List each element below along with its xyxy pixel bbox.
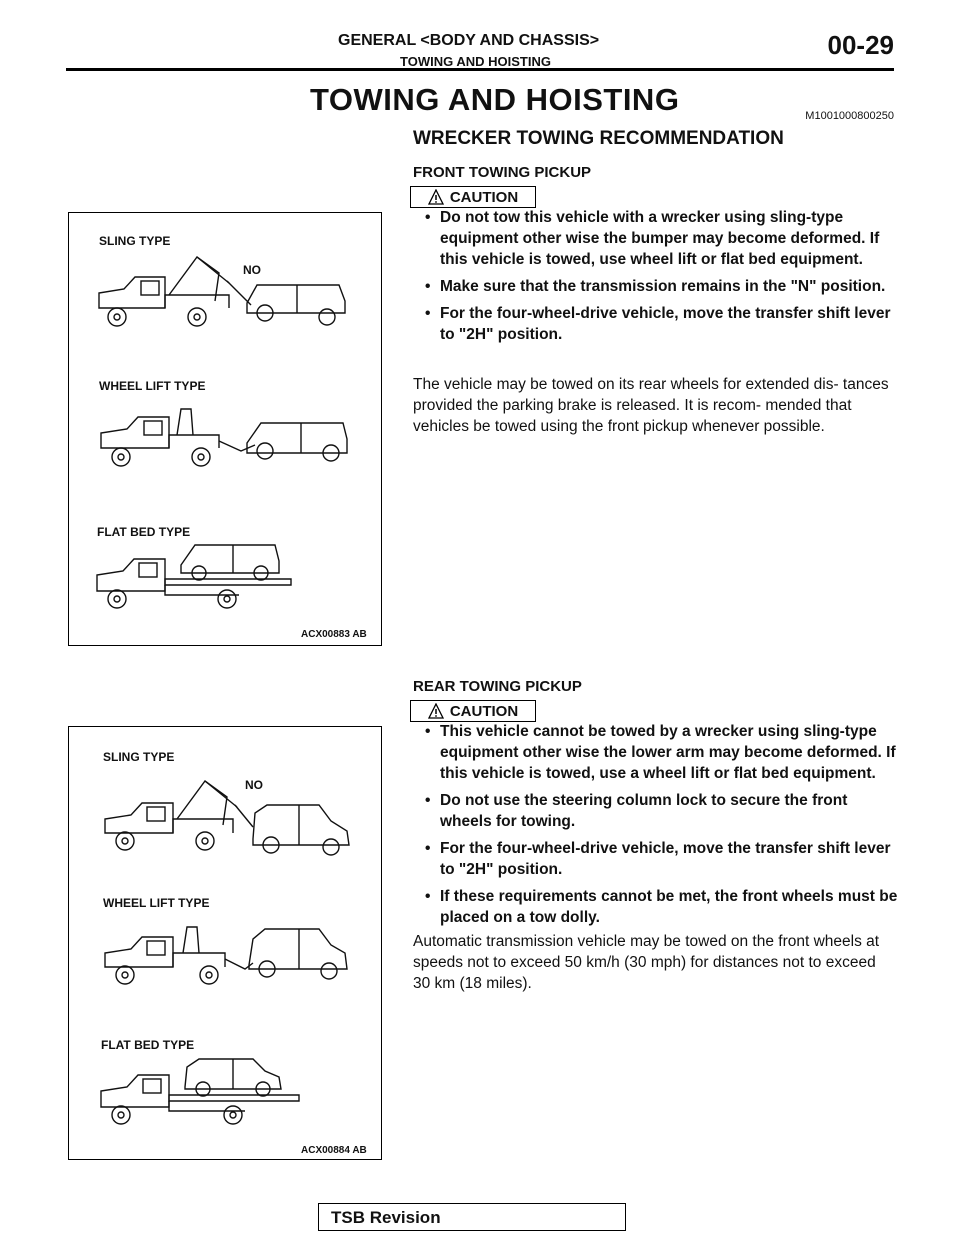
- figure-code: ACX00883 AB: [301, 629, 367, 640]
- flat-bed-type-label: FLAT BED TYPE: [97, 525, 191, 539]
- header-rule: [66, 68, 894, 71]
- wheel-lift-tow-truck: [105, 927, 253, 984]
- page-number: 00-29: [827, 30, 894, 60]
- figure-code: ACX00884 AB: [301, 1145, 367, 1156]
- tsb-revision-label: TSB Revision: [331, 1208, 441, 1227]
- rear-towing-figure: [68, 726, 382, 1160]
- list-item: • Do not use the steering column lock to secure the front wheels for towing.: [425, 792, 848, 830]
- sling-towed-car: [247, 285, 345, 325]
- document-id: M1001000800250: [805, 110, 894, 122]
- wheel-lift-tow-truck: [101, 409, 255, 466]
- front-paragraph: The vehicle may be towed on its rear wheels for extended dis- tances provided the parking brake is released. It is recom- mended that vehicles be towed using the front pickup whenever possible.: [413, 376, 889, 435]
- sling-type-label: SLING TYPE: [99, 234, 171, 248]
- section-heading: WRECKER TOWING RECOMMENDATION: [413, 128, 784, 149]
- no-label: NO: [243, 263, 261, 277]
- flat-bed-carried-car: [185, 1059, 281, 1096]
- front-caution-box: [410, 186, 536, 208]
- front-towing-figure: [68, 212, 382, 646]
- sling-tow-truck: [105, 781, 253, 850]
- warning-triangle-icon: [428, 189, 444, 205]
- header-section-title: GENERAL <BODY AND CHASSIS>: [338, 32, 600, 49]
- list-item: • If these requirements cannot be met, the front wheels must be placed on a tow dolly.: [425, 888, 898, 926]
- flat-bed-type-label: FLAT BED TYPE: [101, 1038, 195, 1052]
- no-label: NO: [245, 778, 263, 792]
- rear-caution-label: CAUTION: [449, 702, 519, 720]
- tsb-revision-box: [318, 1203, 626, 1231]
- front-towing-heading: FRONT TOWING PICKUP: [413, 164, 592, 181]
- wheel-lift-towed-car: [249, 929, 347, 979]
- rear-caution-list: [420, 721, 898, 934]
- rear-caution-box: [410, 700, 536, 722]
- warning-triangle-icon: [428, 703, 444, 719]
- flat-bed-carried-car: [181, 545, 279, 580]
- list-item: • For the four-wheel-drive vehicle, move the transfer shift lever to "2H" position.: [425, 840, 891, 878]
- rear-towing-illustration: [69, 727, 381, 1159]
- sling-towed-car: [253, 805, 349, 855]
- list-item: • Make sure that the transmission remains in the "N" position.: [425, 278, 886, 295]
- list-item: • This vehicle cannot be towed by a wrecker using sling-type equipment other wise the lower arm may become deformed. If this vehicle is towed, use a wheel lift or flat bed equipment.: [425, 723, 896, 782]
- front-caution-label: CAUTION: [449, 188, 519, 206]
- wheel-lift-type-label: WHEEL LIFT TYPE: [103, 896, 210, 910]
- front-caution-list: [420, 207, 898, 351]
- page-title: TOWING AND HOISTING: [310, 82, 680, 117]
- header-subsection-title: TOWING AND HOISTING: [400, 54, 551, 69]
- list-item: • Do not tow this vehicle with a wrecker using sling-type equipment other wise the bumper may become deformed. If this vehicle is towed, use wheel lift or flat bed equipment.: [425, 209, 880, 268]
- sling-tow-truck: [99, 257, 251, 326]
- sling-type-label: SLING TYPE: [103, 750, 175, 764]
- wheel-lift-type-label: WHEEL LIFT TYPE: [99, 379, 206, 393]
- rear-paragraph: Automatic transmission vehicle may be towed on the front wheels at speeds not to exceed 50 km/h (30 mph) for distances not to exceed 30 km (18 miles).: [413, 933, 880, 992]
- rear-towing-heading: REAR TOWING PICKUP: [413, 678, 582, 695]
- list-item: • For the four-wheel-drive vehicle, move the transfer shift lever to "2H" position.: [425, 305, 891, 343]
- wheel-lift-towed-car: [247, 423, 347, 461]
- front-towing-illustration: [69, 213, 381, 645]
